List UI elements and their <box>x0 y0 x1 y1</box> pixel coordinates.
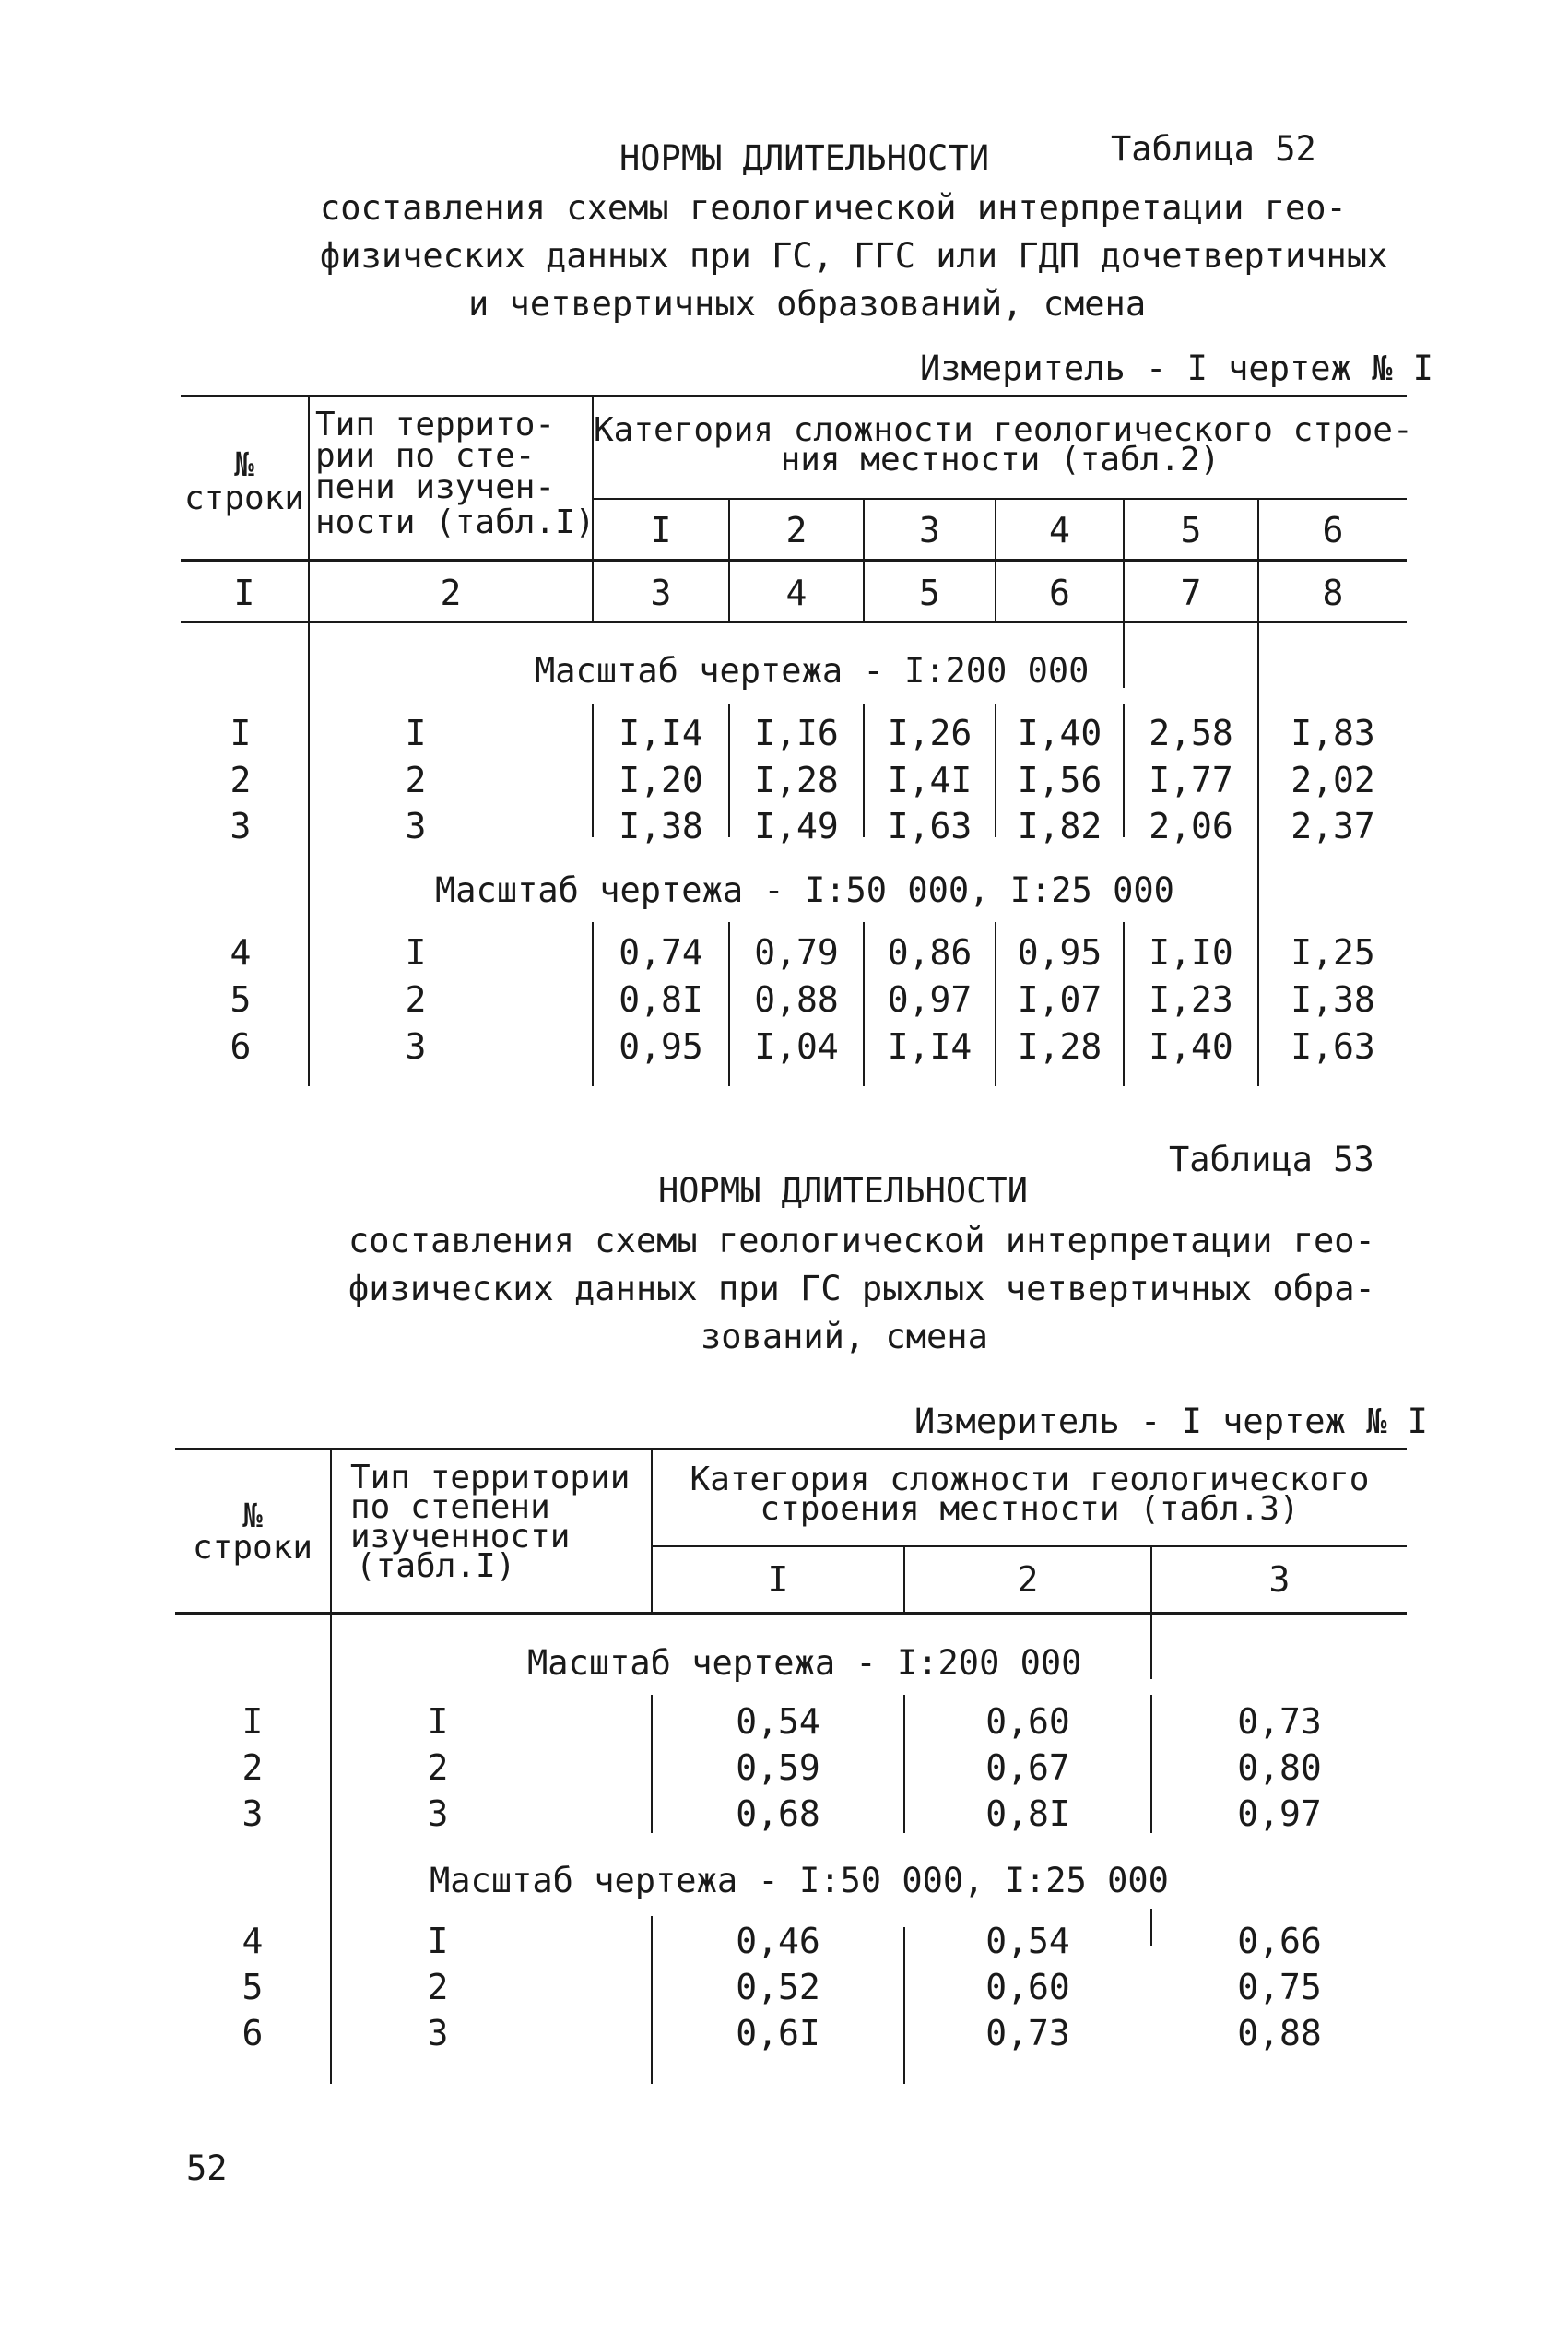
t53-r1-v1: 0,54 <box>736 1701 820 1742</box>
t53-header-territory-4: (табл.I) <box>356 1547 516 1585</box>
t52-r2-v3: I,4I <box>887 760 973 800</box>
t53-r6-no: 6 <box>242 2013 264 2053</box>
t52-cat-5: 5 <box>1180 510 1202 550</box>
t52-r1-v6: I,83 <box>1291 713 1375 753</box>
t53-r2-v1: 0,59 <box>736 1747 820 1788</box>
t52-header-territory-2: рии по сте- <box>315 437 536 475</box>
t52-colnum-6: 6 <box>1049 573 1070 613</box>
t53-r6-v1: 0,6I <box>736 2013 820 2053</box>
t52-r3-no: 3 <box>230 806 252 846</box>
t53-r5-no: 5 <box>242 1967 264 2007</box>
t52-cat-3: 3 <box>919 510 940 550</box>
t52-r4-no: 4 <box>230 932 252 973</box>
t53-r4-type: I <box>427 1921 449 1961</box>
t53-r1-type: I <box>427 1701 449 1742</box>
t52-r2-v1: I,20 <box>619 760 703 800</box>
table53-subtitle-1: составления схемы геологической интерпретации гео- <box>348 1221 1375 1260</box>
t52-r2-v6: 2,02 <box>1291 760 1375 800</box>
t52-r3-v1: I,38 <box>619 806 703 846</box>
t52-header-category-1: Категория сложности геологического строе- <box>594 411 1413 449</box>
t52-colnum-4: 4 <box>785 573 808 613</box>
table52-subtitle-1: составления схемы геологической интерпретации гео- <box>320 188 1347 228</box>
t53-header-territory-3: изученности <box>350 1518 571 1556</box>
t53-header-territory-1: Тип территории <box>350 1459 631 1497</box>
t52-r1-v5: 2,58 <box>1149 713 1233 753</box>
t52-r5-v2: 0,88 <box>754 979 839 1020</box>
t53-r5-v1: 0,52 <box>736 1967 820 2007</box>
t52-r6-v4: I,28 <box>1017 1026 1102 1067</box>
t52-header-category-2: ния местности (табл.2) <box>780 441 1220 479</box>
t52-r2-v2: I,28 <box>754 760 839 800</box>
table52-meter: Измеритель - I чертеж № I <box>920 349 1433 388</box>
t52-r2-v4: I,56 <box>1017 760 1102 800</box>
t52-r6-v5: I,40 <box>1149 1026 1233 1067</box>
table53-heading: НОРМЫ ДЛИТЕЛЬНОСТИ <box>658 1171 1028 1211</box>
t53-r2-type: 2 <box>427 1747 449 1788</box>
t52-r1-v1: I,I4 <box>619 713 703 753</box>
t52-r5-v3: 0,97 <box>887 979 973 1020</box>
t52-colnum-7: 7 <box>1180 573 1202 613</box>
t52-r5-v5: I,23 <box>1149 979 1233 1020</box>
t53-r3-v3: 0,97 <box>1237 1793 1322 1834</box>
t53-cat-3: 3 <box>1268 1559 1291 1600</box>
t53-r3-v2: 0,8I <box>985 1793 1070 1834</box>
t53-header-territory-2: по степени <box>350 1488 550 1526</box>
t53-r5-v3: 0,75 <box>1237 1967 1322 2007</box>
t52-r5-v4: I,07 <box>1017 979 1102 1020</box>
t52-colnum-3: 3 <box>650 573 672 613</box>
t52-r4-type: I <box>405 932 427 973</box>
t53-header-category-1: Категория сложности геологического <box>690 1461 1370 1498</box>
t52-colnum-1: I <box>233 573 255 613</box>
page-number: 52 <box>186 2148 228 2188</box>
t52-header-territory-3: пени изучен- <box>315 468 556 506</box>
table52-subtitle-3: и четвертичных образований, смена <box>468 284 1147 324</box>
t52-colnum-5: 5 <box>919 573 940 613</box>
t53-r3-no: 3 <box>242 1793 264 1834</box>
t53-r5-type: 2 <box>427 1967 449 2007</box>
t52-cat-6: 6 <box>1322 510 1344 550</box>
t52-r6-type: 3 <box>405 1026 427 1067</box>
table53 <box>175 1448 1407 2084</box>
t52-colnum-8: 8 <box>1322 573 1344 613</box>
t52-r3-v5: 2,06 <box>1149 806 1233 846</box>
t53-r3-v1: 0,68 <box>736 1793 820 1834</box>
t53-header-no-1: № <box>242 1497 263 1535</box>
t52-r1-v2: I,I6 <box>754 713 839 753</box>
t52-r5-no: 5 <box>230 979 252 1020</box>
table53-label: Таблица 53 <box>1169 1140 1374 1179</box>
t52-r2-v5: I,77 <box>1149 760 1233 800</box>
table53-subtitle-3: зований, смена <box>701 1317 988 1356</box>
t52-r4-v3: 0,86 <box>887 932 973 973</box>
t52-header-territory-4: ности (табл.I) <box>315 503 595 541</box>
t53-r1-v2: 0,60 <box>985 1701 1070 1742</box>
t53-r6-v2: 0,73 <box>985 2013 1070 2053</box>
t52-r5-v1: 0,8I <box>619 979 703 1020</box>
t52-r6-v1: 0,95 <box>619 1026 703 1067</box>
t53-r4-no: 4 <box>242 1921 264 1961</box>
t53-r6-type: 3 <box>427 2013 449 2053</box>
t52-r1-v4: I,40 <box>1017 713 1102 753</box>
t53-cat-1: I <box>767 1559 789 1600</box>
table52-heading: НОРМЫ ДЛИТЕЛЬНОСТИ <box>619 138 989 178</box>
t52-r6-no: 6 <box>230 1026 252 1067</box>
table52-subtitle-2: физических данных при ГС, ГГС или ГДП дочетвертичных <box>320 236 1388 276</box>
t52-scale-1: Масштаб чертежа - I:200 000 <box>535 651 1090 691</box>
t53-r5-v2: 0,60 <box>985 1967 1070 2007</box>
t52-header-territory-1: Тип террито- <box>315 406 556 444</box>
t52-r3-v6: 2,37 <box>1291 806 1375 846</box>
t52-r2-type: 2 <box>405 760 427 800</box>
table52-label: Таблица 52 <box>1111 129 1316 169</box>
t53-r6-v3: 0,88 <box>1237 2013 1322 2053</box>
t52-r4-v4: 0,95 <box>1017 932 1102 973</box>
t52-r1-v3: I,26 <box>887 713 973 753</box>
t53-r2-v3: 0,80 <box>1237 1747 1322 1788</box>
t52-r1-no: I <box>230 713 252 753</box>
t52-r5-v6: I,38 <box>1291 979 1375 1020</box>
t52-r3-v3: I,63 <box>887 806 973 846</box>
t52-r3-v2: I,49 <box>754 806 839 846</box>
t53-r2-v2: 0,67 <box>985 1747 1070 1788</box>
t52-header-no-2: строки <box>183 479 305 517</box>
t52-r4-v5: I,I0 <box>1149 932 1233 973</box>
t52-colnum-2: 2 <box>440 573 462 613</box>
t52-r6-v3: I,I4 <box>887 1026 973 1067</box>
t52-r2-no: 2 <box>230 760 252 800</box>
t52-r4-v6: I,25 <box>1291 932 1375 973</box>
t53-scale-1: Масштаб чертежа - I:200 000 <box>527 1643 1082 1683</box>
t53-r2-no: 2 <box>242 1747 264 1788</box>
t52-r3-type: 3 <box>405 806 427 846</box>
t53-cat-2: 2 <box>1017 1559 1039 1600</box>
t53-header-no-2: строки <box>192 1529 313 1567</box>
t53-header-category-2: строения местности (табл.3) <box>760 1490 1300 1528</box>
t53-r3-type: 3 <box>427 1793 449 1834</box>
t53-r4-v3: 0,66 <box>1237 1921 1322 1961</box>
t52-header-no-1: № <box>234 446 254 484</box>
t52-r6-v6: I,63 <box>1291 1026 1375 1067</box>
t52-r4-v2: 0,79 <box>754 932 839 973</box>
table53-meter: Измеритель - I чертеж № I <box>914 1402 1428 1441</box>
t53-r1-v3: 0,73 <box>1237 1701 1322 1742</box>
t53-r1-no: I <box>242 1701 264 1742</box>
t52-cat-2: 2 <box>785 510 808 550</box>
t52-r6-v2: I,04 <box>754 1026 839 1067</box>
table52 <box>181 395 1413 1086</box>
t53-r4-v2: 0,54 <box>985 1921 1070 1961</box>
t52-r5-type: 2 <box>405 979 427 1020</box>
t53-r4-v1: 0,46 <box>736 1921 820 1961</box>
t52-r4-v1: 0,74 <box>619 932 703 973</box>
t53-scale-2: Масштаб чертежа - I:50 000, I:25 000 <box>430 1861 1169 1900</box>
t52-r3-v4: I,82 <box>1017 806 1102 846</box>
t52-cat-4: 4 <box>1049 510 1070 550</box>
t52-cat-1: I <box>650 510 672 550</box>
table53-subtitle-2: физических данных при ГС рыхлых четвертичных обра- <box>348 1269 1375 1308</box>
t52-r1-type: I <box>405 713 427 753</box>
t52-scale-2: Масштаб чертежа - I:50 000, I:25 000 <box>435 870 1174 910</box>
